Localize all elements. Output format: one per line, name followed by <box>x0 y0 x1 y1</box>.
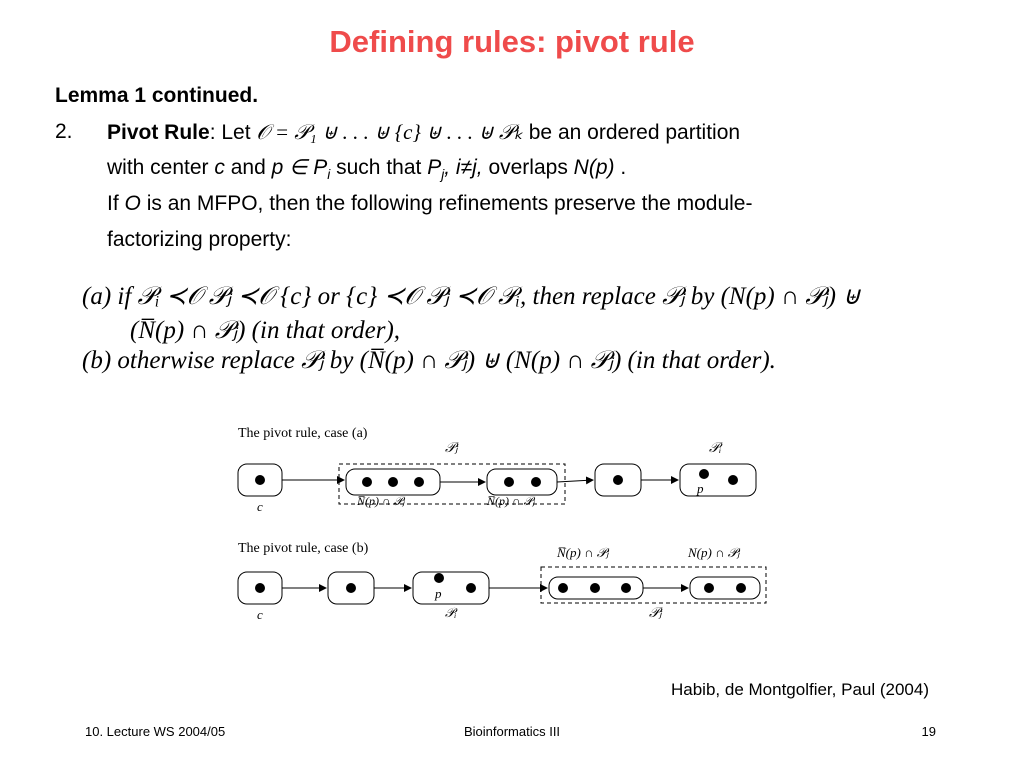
case-a-node-n <box>487 469 557 495</box>
rule-line-4: factorizing property: <box>107 228 292 251</box>
text-overlaps: overlaps <box>482 156 574 179</box>
case-b-node-pi <box>413 572 489 604</box>
var-p: p <box>271 156 284 179</box>
rule-b: (b) otherwise replace 𝒫ⱼ by (N̅(p) ∩ 𝒫ⱼ) ⊎ (N(p) ∩ 𝒫ⱼ) (in that order). <box>82 347 776 374</box>
case-b-pj-dashed-box <box>541 567 766 603</box>
case-a-pj-label: 𝒫ⱼ <box>445 441 458 456</box>
rule-line-1 <box>107 114 740 151</box>
case-b-nbar-label: N̅(p) ∩ 𝒫ⱼ <box>557 545 609 560</box>
text-period: . <box>614 156 627 179</box>
footer-page-number: 19 <box>921 724 936 739</box>
let-text: : Let <box>209 121 257 144</box>
ordered-partition-text: be an ordered partition <box>522 121 741 144</box>
lemma-heading: Lemma 1 continued. <box>55 84 259 107</box>
case-b-node-n <box>690 577 760 599</box>
case-b-pi-label: 𝒫ᵢ <box>445 605 457 620</box>
slide-title: Defining rules: pivot rule <box>329 24 695 59</box>
partition-formula: 𝒪 = 𝒫₁ ⊎ . . . ⊎ {c} ⊎ . . . ⊎ 𝒫ₖ <box>256 120 523 144</box>
text-if: If <box>107 192 125 215</box>
text-and: and <box>224 156 272 179</box>
case-b-label: The pivot rule, case (b) <box>238 541 369 556</box>
sub-i: i <box>327 167 331 183</box>
case-b-pj-label: 𝒫ⱼ <box>649 606 662 621</box>
pivot-rule-label: Pivot Rule <box>107 121 210 144</box>
case-a-c-label: c <box>257 499 263 514</box>
var-c: c <box>214 156 225 179</box>
var-Pj: P <box>427 156 442 179</box>
sub-j: j <box>441 167 445 183</box>
rule-line-3 <box>107 186 752 222</box>
pivot-rule-diagram <box>225 412 785 632</box>
i-neq-j: , i≠j, <box>444 156 483 179</box>
text-mfpo: is an MFPO, then the following refinements preserve the module- <box>140 192 753 215</box>
var-Np: N(p) <box>573 156 615 179</box>
case-a-label: The pivot rule, case (a) <box>238 426 368 441</box>
text-with-center: with center <box>107 156 215 179</box>
case-a-p-label: p <box>697 481 704 496</box>
case-a-pi-label: 𝒫ᵢ <box>709 441 722 456</box>
case-a-n-label: N̅(p) ∩ 𝒫ⱼ <box>487 494 535 508</box>
var-O: O <box>124 192 141 215</box>
item-number: 2. <box>55 120 73 143</box>
case-a-nbar-label: N̅(p) ∩ 𝒫ⱼ <box>357 494 405 508</box>
case-b-c-label: c <box>257 607 263 622</box>
case-b-p-label: p <box>435 586 442 601</box>
case-a-node-pi <box>680 464 756 496</box>
in-Pi: ∈ P <box>283 156 328 179</box>
case-b-n-label: N(p) ∩ 𝒫ⱼ <box>688 545 740 560</box>
text-such-that: such that <box>330 156 428 179</box>
rule-a-line-1: (a) if 𝒫ᵢ ≺𝒪 𝒫ⱼ ≺𝒪 {c} or {c} ≺𝒪 𝒫ⱼ ≺𝒪 𝒫ᵢ, then replace 𝒫ⱼ by (N(p) ∩ 𝒫ⱼ) ⊎ <box>82 283 861 310</box>
citation: Habib, de Montgolfier, Paul (2004) <box>671 680 929 699</box>
footer-course: Bioinformatics III <box>463 724 561 739</box>
footer-lecture: 10. Lecture WS 2004/05 <box>85 724 226 739</box>
rule-a-line-2: (N̅(p) ∩ 𝒫ⱼ) (in that order), <box>130 317 401 344</box>
